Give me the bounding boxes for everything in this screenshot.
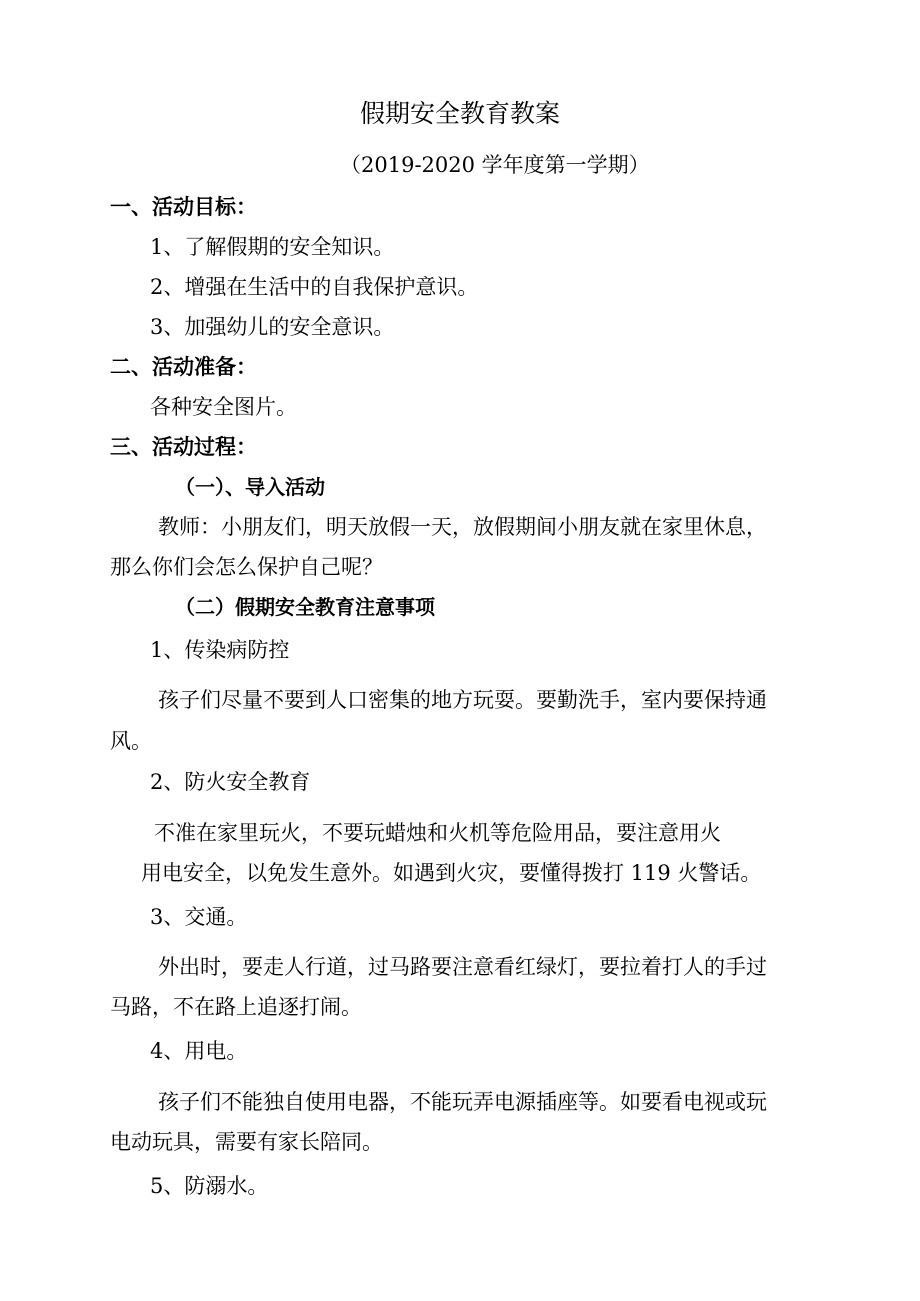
topic-2-title: 2、防火安全教育 <box>150 770 311 794</box>
document-subtitle: （2019-2020 学年度第一学期） <box>340 153 650 177</box>
document-title: 假期安全教育教案 <box>359 99 560 128</box>
part2-heading: （二）假期安全教育注意事项 <box>175 595 435 619</box>
topic-4-line2: 电动玩具，需要有家长陪同。 <box>110 1130 383 1154</box>
topic-1-line1: 孩子们尽量不要到人口密集的地方玩耍。要勤洗手，室内要保持通 <box>158 688 767 712</box>
part1-text-line1: 教师：小朋友们，明天放假一天，放假期间小朋友就在家里休息， <box>158 515 767 539</box>
topic-3-line2: 马路，不在路上追逐打闹。 <box>110 995 362 1019</box>
section1-heading: 一、活动目标： <box>110 195 257 219</box>
topic-3-title: 3、交通。 <box>150 905 248 929</box>
goal-item-2: 2、增强在生活中的自我保护意识。 <box>150 275 479 299</box>
topic-4-title: 4、用电。 <box>150 1039 248 1063</box>
topic-3-line1: 外出时，要走人行道，过马路要注意看红绿灯，要拉着打人的手过 <box>158 955 767 979</box>
preparation-text: 各种安全图片。 <box>150 395 297 419</box>
part1-text-line2: 那么你们会怎么保护自己呢？ <box>110 555 383 579</box>
topic-2-line1: 不准在家里玩火，不要玩蜡烛和火机等危险用品，要注意用火 <box>154 821 721 845</box>
topic-1-line2: 风。 <box>110 729 152 753</box>
section2-heading: 二、活动准备： <box>110 355 257 379</box>
goal-item-3: 3、加强幼儿的安全意识。 <box>150 315 395 339</box>
topic-5-title: 5、防溺水。 <box>150 1174 269 1198</box>
goal-item-1: 1、了解假期的安全知识。 <box>150 235 395 259</box>
part1-heading: （一）、导入活动 <box>175 475 325 499</box>
section3-heading: 三、活动过程： <box>110 435 257 459</box>
topic-1-title: 1、传染病防控 <box>150 638 290 662</box>
topic-2-line2: 用电安全，以免发生意外。如遇到火灾，要懂得拨打 119 火警话。 <box>141 861 762 885</box>
topic-4-line1: 孩子们不能独自使用电器，不能玩弄电源插座等。如要看电视或玩 <box>158 1090 767 1114</box>
